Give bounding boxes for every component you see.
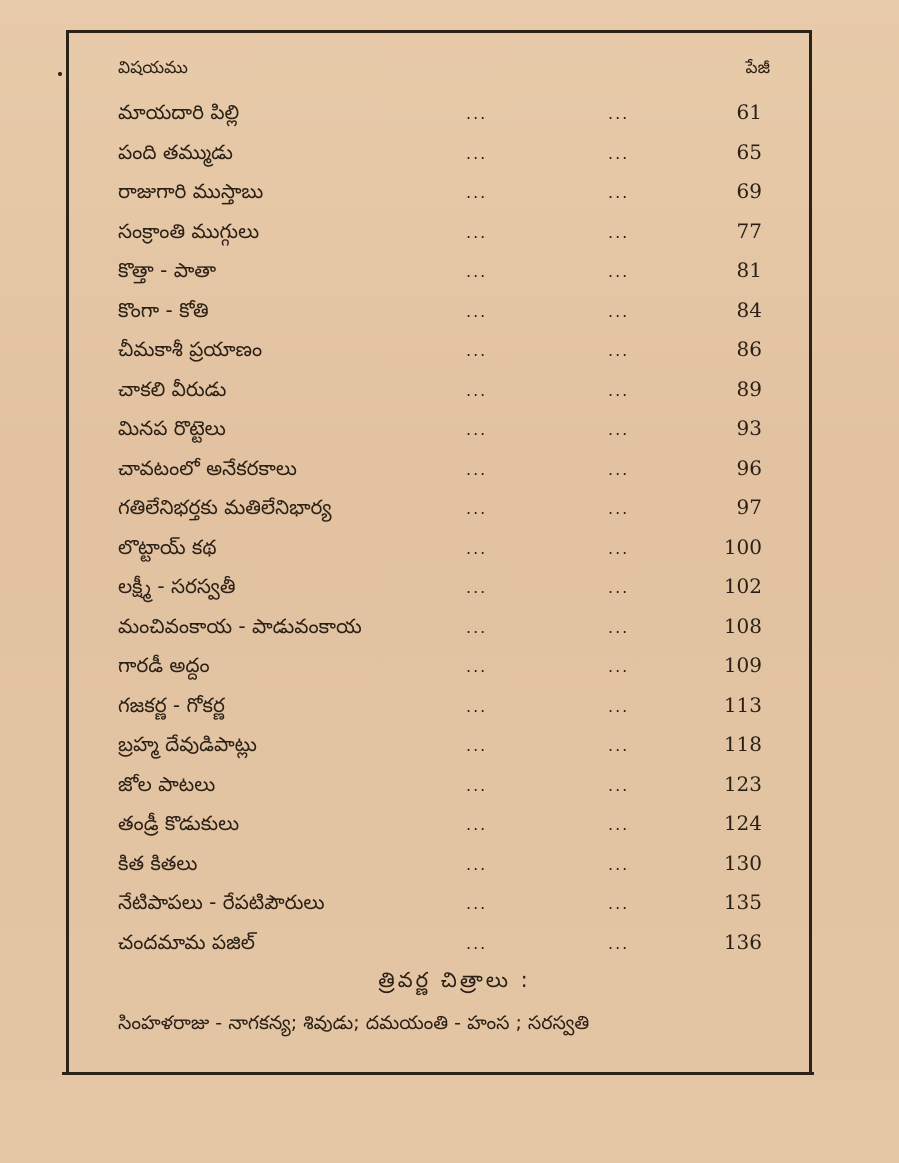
toc-leader: ... (466, 894, 488, 913)
toc-page-number: 86 (736, 337, 762, 361)
toc-title: చందమామ పజిల్ (118, 929, 255, 954)
toc-title: లొట్టాయ్ కథ (118, 534, 217, 559)
toc-page-number: 81 (736, 258, 762, 282)
toc-row (118, 373, 768, 413)
toc-row (118, 136, 768, 176)
toc-leader: ... (466, 222, 488, 242)
toc-page-number: 69 (736, 179, 762, 203)
toc-page-number: 65 (736, 139, 762, 164)
toc-page-number: 108 (723, 613, 762, 638)
toc-title: చాకలి వీరుడు (118, 376, 227, 401)
toc-leader: ... (466, 578, 488, 597)
toc-page-number: 100 (723, 534, 762, 559)
toc-leader: ... (466, 538, 488, 558)
toc-leader: ... (608, 143, 630, 163)
toc-leader: ... (466, 499, 488, 518)
toc-title: చావటంలో అనేకరకాలు (118, 455, 297, 480)
toc-leader: ... (466, 696, 488, 716)
toc-leader: ... (608, 380, 630, 400)
toc-row (118, 926, 768, 966)
toc-leader: ... (608, 222, 630, 242)
toc-leader: ... (608, 301, 630, 321)
toc-leader: ... (608, 617, 630, 637)
toc-list (118, 96, 768, 965)
toc-row (118, 96, 768, 136)
toc-page-number: 97 (736, 495, 762, 519)
toc-title: కొత్తా - పాతా (118, 258, 217, 282)
toc-title: చీమకాశీ ప్రయాణం (118, 337, 263, 361)
toc-leader: ... (608, 775, 630, 795)
toc-title: గజకర్ణ - గోకర్ణ (118, 692, 225, 717)
toc-leader: ... (608, 578, 630, 597)
toc-leader: ... (466, 933, 488, 953)
toc-leader: ... (608, 420, 630, 439)
toc-leader: ... (466, 262, 488, 281)
toc-page-number: 123 (723, 771, 762, 796)
toc-row (118, 412, 768, 452)
toc-leader: ... (466, 815, 488, 834)
toc-page-number: 109 (723, 653, 762, 677)
toc-title: పంది తమ్ముడు (118, 139, 233, 164)
toc-leader: ... (608, 854, 630, 874)
toc-leader: ... (466, 459, 488, 479)
subject-column-label: విషయము (118, 58, 188, 78)
toc-page-number: 93 (736, 416, 762, 440)
toc-row (118, 728, 768, 768)
toc-row (118, 531, 768, 571)
toc-row (118, 254, 768, 294)
toc-header (118, 58, 770, 88)
toc-leader: ... (608, 183, 630, 202)
toc-leader: ... (608, 499, 630, 518)
toc-row (118, 610, 768, 650)
toc-title: మంచివంకాయ - పాడువంకాయ (118, 613, 362, 638)
toc-page-number: 136 (723, 929, 762, 954)
toc-leader: ... (466, 736, 488, 755)
toc-title: నేటిపాపలు - రేపటిపౌరులు (118, 890, 325, 914)
toc-leader: ... (608, 933, 630, 953)
toc-row (118, 175, 768, 215)
toc-title: గారడీ అద్దం (118, 653, 210, 677)
toc-row (118, 570, 768, 610)
toc-page-number: 124 (723, 811, 762, 835)
toc-page-number: 84 (736, 297, 762, 322)
frame-bottom-rule (62, 1072, 814, 1075)
toc-leader: ... (466, 143, 488, 163)
toc-page-number: 118 (723, 732, 762, 756)
margin-dot (58, 72, 62, 76)
toc-page-number: 102 (723, 574, 762, 598)
toc-title: మినప రొట్టెలు (118, 416, 226, 440)
toc-leader: ... (608, 538, 630, 558)
toc-leader: ... (608, 894, 630, 913)
toc-page-number: 77 (736, 218, 762, 243)
toc-row (118, 452, 768, 492)
toc-row (118, 807, 768, 847)
toc-leader: ... (466, 657, 488, 676)
toc-leader: ... (466, 341, 488, 360)
toc-title: జోల పాటలు (118, 771, 216, 796)
toc-leader: ... (608, 262, 630, 281)
toc-leader: ... (466, 617, 488, 637)
toc-leader: ... (466, 854, 488, 874)
toc-title: సంక్రాంతి ముగ్గులు (118, 218, 260, 243)
toc-leader: ... (466, 775, 488, 795)
toc-leader: ... (608, 104, 630, 123)
toc-leader: ... (608, 657, 630, 676)
toc-leader: ... (466, 104, 488, 123)
toc-row (118, 847, 768, 887)
toc-title: బ్రహ్మ దేవుడిపాట్లు (118, 732, 257, 756)
toc-row (118, 768, 768, 808)
toc-title: కిత కితలు (118, 850, 198, 875)
toc-page-number: 113 (723, 692, 762, 717)
toc-page-number: 89 (736, 376, 762, 401)
toc-row (118, 491, 768, 531)
toc-row (118, 649, 768, 689)
toc-title: గతిలేనిభర్తకు మతిలేనిభార్య (118, 495, 332, 519)
toc-leader: ... (466, 420, 488, 439)
toc-leader: ... (608, 736, 630, 755)
color-plates-heading: త్రివర్ణ చిత్రాలు : (378, 968, 531, 992)
toc-leader: ... (608, 815, 630, 834)
toc-page-number: 61 (736, 100, 762, 124)
toc-row (118, 215, 768, 255)
toc-title: మాయదారి పిల్లి (118, 100, 240, 124)
toc-row (118, 689, 768, 729)
toc-page-number: 130 (723, 850, 762, 875)
toc-row (118, 886, 768, 926)
toc-title: తండ్రీ కొడుకులు (118, 811, 240, 835)
toc-row (118, 333, 768, 373)
toc-leader: ... (608, 696, 630, 716)
toc-title: రాజుగారి ముస్తాబు (118, 179, 264, 203)
toc-leader: ... (466, 301, 488, 321)
toc-title: లక్ష్మీ - సరస్వతీ (118, 574, 236, 598)
toc-page-number: 96 (736, 455, 762, 480)
toc-row (118, 294, 768, 334)
toc-leader: ... (466, 183, 488, 202)
toc-leader: ... (466, 380, 488, 400)
toc-leader: ... (608, 341, 630, 360)
toc-page-number: 135 (723, 890, 762, 914)
page-column-label: పేజీ (745, 58, 770, 78)
color-plates-list: సింహళరాజు - నాగకన్య; శివుడు; దమయంతి - హంస ; సరస్వతి (118, 1012, 590, 1034)
toc-title: కొంగా - కోతి (118, 297, 209, 322)
toc-leader: ... (608, 459, 630, 479)
